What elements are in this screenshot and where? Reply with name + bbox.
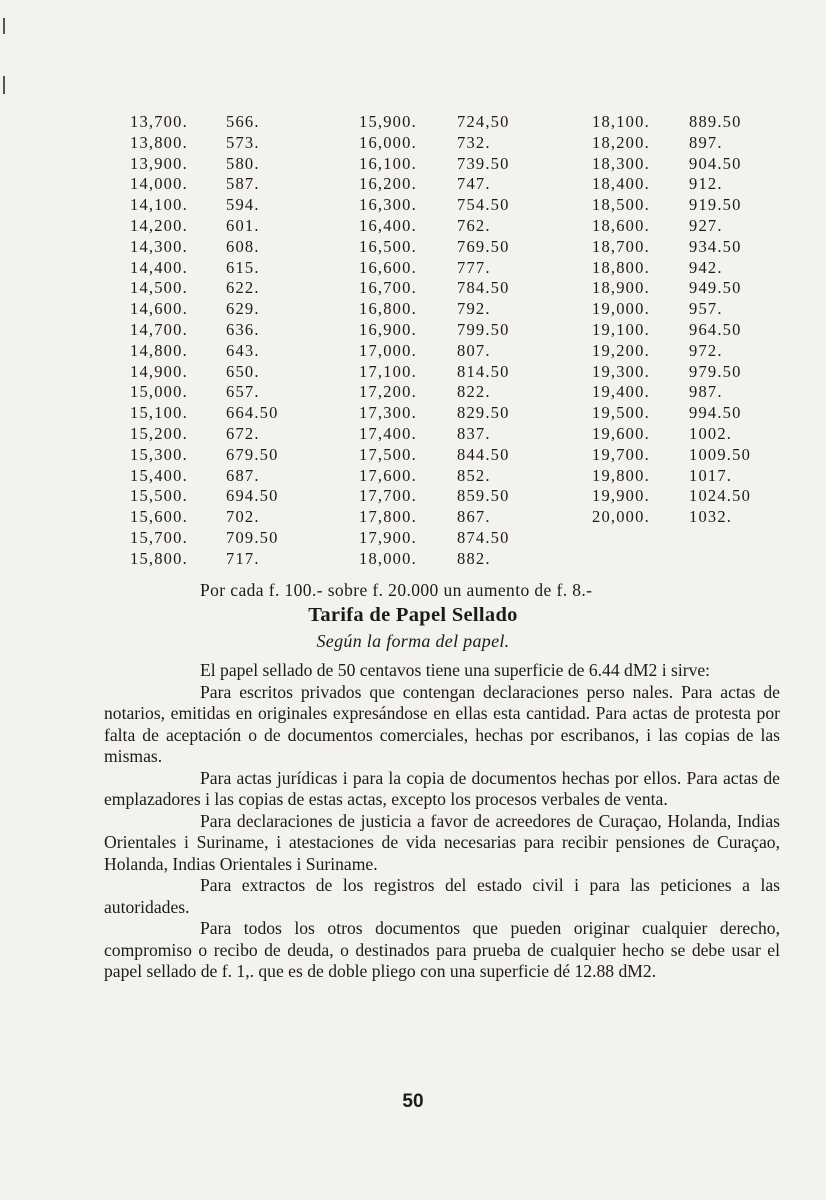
value-cell: 837. <box>457 423 491 443</box>
value-cell: 594. <box>226 195 260 215</box>
table-row <box>130 445 279 466</box>
amount-cell: 17,300. <box>359 403 417 423</box>
table-row <box>130 486 279 507</box>
value-cell: 650. <box>226 361 260 381</box>
amount-cell: 17,200. <box>359 382 417 402</box>
value-cell: 934.50 <box>689 236 742 256</box>
value-cell: 822. <box>457 382 491 402</box>
value-cell: 622. <box>226 278 260 298</box>
table-row <box>359 299 510 320</box>
amount-cell: 15,800. <box>130 548 188 568</box>
table-row <box>592 216 751 237</box>
body-text <box>104 660 780 983</box>
table-row <box>130 112 279 133</box>
scan-edge-mark <box>3 18 5 34</box>
value-cell: 1032. <box>689 507 733 527</box>
amount-cell: 15,300. <box>130 444 188 464</box>
value-cell: 672. <box>226 423 260 443</box>
amount-cell: 16,300. <box>359 195 417 215</box>
value-cell: 777. <box>457 257 491 277</box>
amount-cell: 17,000. <box>359 340 417 360</box>
value-cell: 957. <box>689 299 723 319</box>
table-row <box>592 258 751 279</box>
table-row <box>130 507 279 528</box>
table-row <box>359 112 510 133</box>
paragraph: El papel sellado de 50 centavos tiene una superficie de 6.44 dM2 i sirve: <box>200 660 711 680</box>
amount-cell: 14,800. <box>130 340 188 360</box>
amount-cell: 17,400. <box>359 423 417 443</box>
amount-cell: 18,500. <box>592 195 650 215</box>
amount-cell: 18,700. <box>592 236 650 256</box>
amount-cell: 13,700. <box>130 112 188 131</box>
value-cell: 897. <box>689 132 723 152</box>
value-cell: 807. <box>457 340 491 360</box>
amount-cell: 19,500. <box>592 403 650 423</box>
amount-cell: 15,400. <box>130 465 188 485</box>
amount-cell: 16,900. <box>359 319 417 339</box>
table-row <box>359 320 510 341</box>
table-row <box>359 424 510 445</box>
value-cell: 927. <box>689 215 723 235</box>
value-cell: 732. <box>457 132 491 152</box>
value-cell: 994.50 <box>689 403 742 423</box>
amount-cell: 14,200. <box>130 215 188 235</box>
table-row <box>130 237 279 258</box>
amount-cell: 17,700. <box>359 486 417 506</box>
value-cell: 972. <box>689 340 723 360</box>
table-row <box>592 445 751 466</box>
amount-cell: 17,500. <box>359 444 417 464</box>
value-cell: 792. <box>457 299 491 319</box>
amount-cell: 19,200. <box>592 340 650 360</box>
amount-cell: 16,400. <box>359 215 417 235</box>
table-row <box>592 174 751 195</box>
table-row <box>359 195 510 216</box>
amount-cell: 18,100. <box>592 112 650 131</box>
amount-cell: 19,600. <box>592 423 650 443</box>
amount-cell: 17,600. <box>359 465 417 485</box>
table-row <box>359 466 510 487</box>
value-cell: 889.50 <box>689 112 742 131</box>
table-row <box>130 154 279 175</box>
table-row <box>130 195 279 216</box>
table-row <box>359 237 510 258</box>
table-row <box>359 549 510 570</box>
value-cell: 629. <box>226 299 260 319</box>
table-row <box>359 486 510 507</box>
table-row <box>592 341 751 362</box>
value-cell: 601. <box>226 215 260 235</box>
rate-table-column-3 <box>592 112 751 528</box>
amount-cell: 14,600. <box>130 299 188 319</box>
amount-cell: 16,100. <box>359 153 417 173</box>
value-cell: 762. <box>457 215 491 235</box>
value-cell: 754.50 <box>457 195 510 215</box>
value-cell: 724,50 <box>457 112 510 131</box>
value-cell: 687. <box>226 465 260 485</box>
value-cell: 904.50 <box>689 153 742 173</box>
table-row <box>359 445 510 466</box>
section-subtitle: Según la forma del papel. <box>316 631 510 651</box>
amount-cell: 18,300. <box>592 153 650 173</box>
amount-cell: 18,900. <box>592 278 650 298</box>
table-row <box>359 528 510 549</box>
value-cell: 1024.50 <box>689 486 752 506</box>
amount-cell: 14,900. <box>130 361 188 381</box>
value-cell: 852. <box>457 465 491 485</box>
value-cell: 657. <box>226 382 260 402</box>
amount-cell: 16,600. <box>359 257 417 277</box>
table-row <box>130 528 279 549</box>
amount-cell: 17,800. <box>359 507 417 527</box>
paragraph: Para actas jurídicas i para la copia de documentos hechas por ellos. Para actas de emplazadores i las copias de estas actas, excepto los procesos verbales de venta. <box>104 767 780 809</box>
table-row <box>359 362 510 383</box>
value-cell: 987. <box>689 382 723 402</box>
value-cell: 814.50 <box>457 361 510 381</box>
value-cell: 1009.50 <box>689 444 752 464</box>
increment-note: Por cada f. 100.- sobre f. 20.000 un aumento de f. 8.- <box>200 580 593 600</box>
table-row <box>592 278 751 299</box>
table-row <box>130 216 279 237</box>
table-row <box>592 195 751 216</box>
value-cell: 829.50 <box>457 403 510 423</box>
amount-cell: 14,700. <box>130 319 188 339</box>
amount-cell: 19,400. <box>592 382 650 402</box>
table-row <box>359 341 510 362</box>
amount-cell: 17,900. <box>359 527 417 547</box>
value-cell: 859.50 <box>457 486 510 506</box>
table-row <box>592 486 751 507</box>
scan-edge-mark <box>3 76 5 94</box>
amount-cell: 14,500. <box>130 278 188 298</box>
amount-cell: 19,900. <box>592 486 650 506</box>
amount-cell: 18,600. <box>592 215 650 235</box>
value-cell: 664.50 <box>226 403 279 423</box>
amount-cell: 18,800. <box>592 257 650 277</box>
table-row <box>130 549 279 570</box>
table-row <box>130 382 279 403</box>
amount-cell: 14,000. <box>130 174 188 194</box>
amount-cell: 17,100. <box>359 361 417 381</box>
value-cell: 979.50 <box>689 361 742 381</box>
amount-cell: 19,000. <box>592 299 650 319</box>
amount-cell: 15,900. <box>359 112 417 131</box>
value-cell: 949.50 <box>689 278 742 298</box>
amount-cell: 19,300. <box>592 361 650 381</box>
value-cell: 709.50 <box>226 527 279 547</box>
table-row <box>359 507 510 528</box>
amount-cell: 16,000. <box>359 132 417 152</box>
table-row <box>592 299 751 320</box>
amount-cell: 16,200. <box>359 174 417 194</box>
amount-cell: 16,500. <box>359 236 417 256</box>
amount-cell: 15,200. <box>130 423 188 443</box>
amount-cell: 15,000. <box>130 382 188 402</box>
table-row <box>592 320 751 341</box>
amount-cell: 18,200. <box>592 132 650 152</box>
amount-cell: 15,600. <box>130 507 188 527</box>
amount-cell: 15,100. <box>130 403 188 423</box>
table-row <box>359 174 510 195</box>
value-cell: 608. <box>226 236 260 256</box>
value-cell: 702. <box>226 507 260 527</box>
table-row <box>359 258 510 279</box>
table-row <box>359 278 510 299</box>
value-cell: 964.50 <box>689 319 742 339</box>
value-cell: 717. <box>226 548 260 568</box>
rate-table-column-2 <box>359 112 510 570</box>
table-row <box>592 362 751 383</box>
value-cell: 942. <box>689 257 723 277</box>
section-title: Tarifa de Papel Sellado <box>308 604 518 626</box>
value-cell: 867. <box>457 507 491 527</box>
table-row <box>130 466 279 487</box>
amount-cell: 19,800. <box>592 465 650 485</box>
value-cell: 566. <box>226 112 260 131</box>
amount-cell: 13,900. <box>130 153 188 173</box>
table-row <box>592 237 751 258</box>
table-row <box>130 403 279 424</box>
table-row <box>592 154 751 175</box>
amount-cell: 13,800. <box>130 132 188 152</box>
table-row <box>130 362 279 383</box>
table-row <box>359 133 510 154</box>
value-cell: 573. <box>226 132 260 152</box>
value-cell: 694.50 <box>226 486 279 506</box>
value-cell: 882. <box>457 548 491 568</box>
value-cell: 643. <box>226 340 260 360</box>
value-cell: 747. <box>457 174 491 194</box>
table-row <box>130 278 279 299</box>
paragraph: Para escritos privados que contengan declaraciones perso nales. Para actas de notarios, emitidas en originales expresándose en ellas esta cantidad. Para actas de protesta por falta de aceptación o de documentos comerciales, hechas por escribanos, i las copias de las mismas. <box>104 681 780 766</box>
value-cell: 844.50 <box>457 444 510 464</box>
table-row <box>359 403 510 424</box>
paragraph: Para extractos de los registros del estado civil i para las peticiones a las autoridades. <box>104 875 780 917</box>
amount-cell: 19,700. <box>592 444 650 464</box>
amount-cell: 15,500. <box>130 486 188 506</box>
table-row <box>130 424 279 445</box>
amount-cell: 20,000. <box>592 507 650 527</box>
value-cell: 912. <box>689 174 723 194</box>
paragraph: Para todos los otros documentos que pueden originar cualquier derecho, compromiso o recibo de deuda, o destinados para prueba de cualquier hecho se debe usar el papel sellado de f. 1,. que es de doble pliego con una superficie dé 12.88 dM2. <box>104 918 780 981</box>
amount-cell: 14,300. <box>130 236 188 256</box>
value-cell: 739.50 <box>457 153 510 173</box>
table-row <box>130 174 279 195</box>
page-number: 50 <box>402 1091 424 1112</box>
amount-cell: 16,700. <box>359 278 417 298</box>
rate-table-column-1 <box>130 112 279 570</box>
table-row <box>130 320 279 341</box>
table-row <box>592 112 751 133</box>
table-row <box>592 507 751 528</box>
table-row <box>592 133 751 154</box>
table-row <box>359 216 510 237</box>
value-cell: 587. <box>226 174 260 194</box>
table-row <box>592 424 751 445</box>
table-row <box>359 154 510 175</box>
table-row <box>592 466 751 487</box>
table-row <box>592 382 751 403</box>
value-cell: 1002. <box>689 423 733 443</box>
value-cell: 919.50 <box>689 195 742 215</box>
value-cell: 679.50 <box>226 444 279 464</box>
value-cell: 874.50 <box>457 527 510 547</box>
value-cell: 769.50 <box>457 236 510 256</box>
amount-cell: 14,100. <box>130 195 188 215</box>
value-cell: 636. <box>226 319 260 339</box>
amount-cell: 18,400. <box>592 174 650 194</box>
amount-cell: 18,000. <box>359 548 417 568</box>
value-cell: 784.50 <box>457 278 510 298</box>
table-row <box>130 341 279 362</box>
amount-cell: 15,700. <box>130 527 188 547</box>
paragraph: Para declaraciones de justicia a favor de acreedores de Curaçao, Holanda, Indias Orientales i Suriname, i atestaciones de vida necesarias para recibir pensiones de Curaçao, Holanda, Indias Orientales i Suriname. <box>104 810 780 874</box>
value-cell: 799.50 <box>457 319 510 339</box>
amount-cell: 14,400. <box>130 257 188 277</box>
table-row <box>130 299 279 320</box>
amount-cell: 16,800. <box>359 299 417 319</box>
table-row <box>359 382 510 403</box>
value-cell: 580. <box>226 153 260 173</box>
table-row <box>592 403 751 424</box>
table-row <box>130 133 279 154</box>
value-cell: 615. <box>226 257 260 277</box>
table-row <box>130 258 279 279</box>
value-cell: 1017. <box>689 465 733 485</box>
amount-cell: 19,100. <box>592 319 650 339</box>
